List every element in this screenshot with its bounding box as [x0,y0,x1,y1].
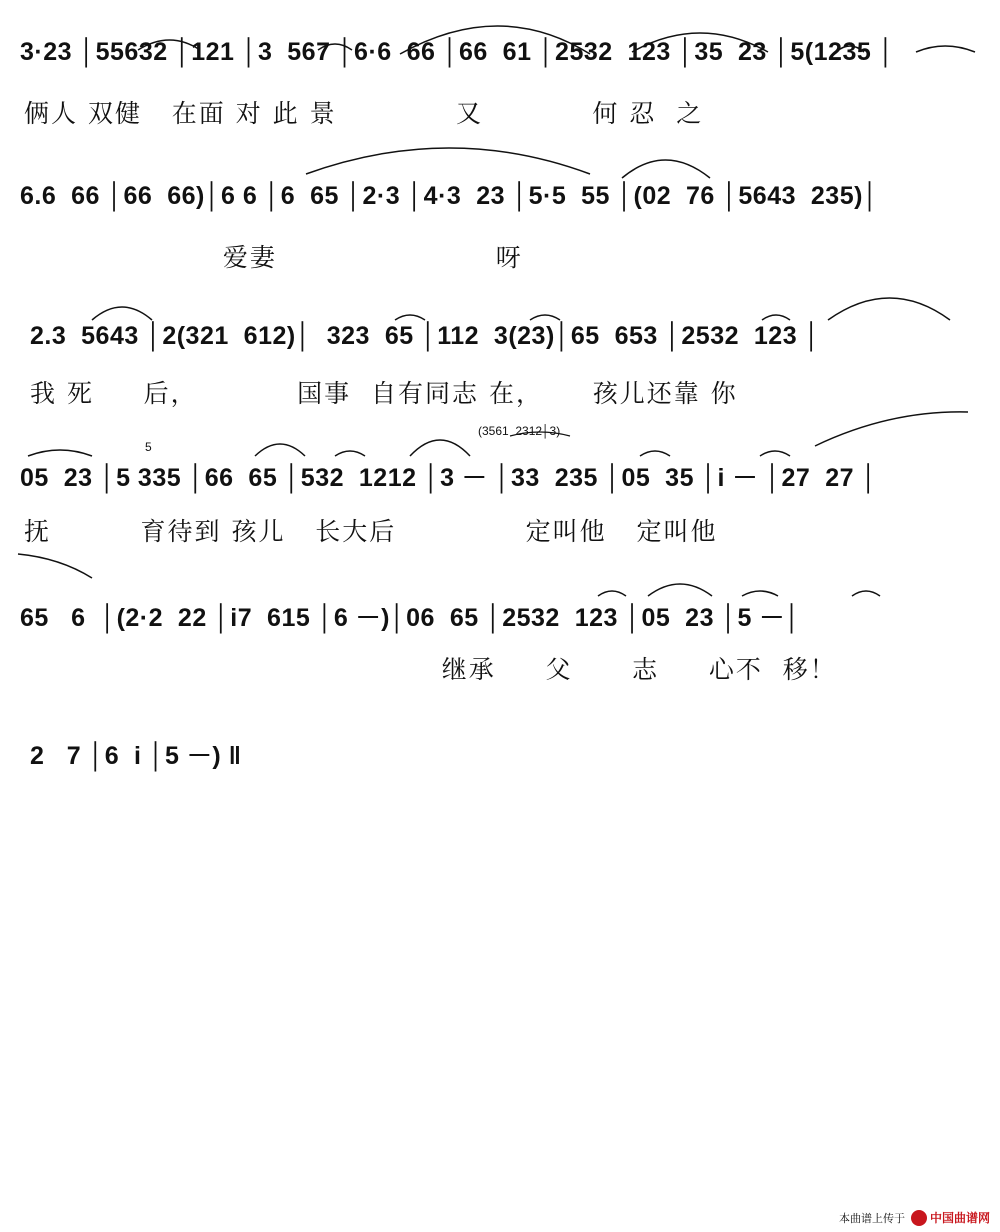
notation-line-3: 2.3 5643 │2(321 612)│ 323 65 │112 3(23)│65 653 │2532 123 │ [30,322,821,350]
ornament-note: (3561 2312│3) [478,424,561,438]
notation-line-4: 05 23 │5 335 │66 65 │532 1212 │3 － │33 235 │05 35 │i － │27 27 │ [20,464,878,492]
grace-note: 5 [145,440,152,454]
slur-marks-3 [0,322,1000,362]
lyrics-line-5: 继承 父 志 心不 移！ [24,655,837,684]
notation-line-1: 3·23 │55632 │121 │3 567 │6·6 66 │66 61 │2532 123 │35 23 │5(1235 │ [20,38,895,66]
notation-line-5: 65 6 │(2·2 22 │i7 615 │6 －)│06 65 │2532 123 │05 23 │5 －│ [20,604,802,632]
lyrics-line-1: 俩人 双健 在面 对 此 景 又 何 忍 之 [24,99,704,128]
footer-credit [839,1209,990,1226]
site-name: 中国曲谱网 [929,1211,990,1225]
lyrics-line-3: 我 死 后， 国事 自有同志 在， 孩儿还靠 你 [30,379,738,408]
upload-text: 本曲谱上传于 [838,1211,905,1225]
slur-marks-4 [0,458,1000,498]
lyrics-line-4: 抚 育待到 孩儿 长大后 定叫他 定叫他 [24,517,718,546]
notation-line-2: 6.6 66 │66 66)│6 6 │6 65 │2·3 │4·3 23 │5·5 55 │(02 76 │5643 235)│ [20,182,880,210]
lyrics-line-2: 爱妻 呀 [24,243,523,272]
slur-marks-1 [0,38,1000,78]
site-logo[interactable] [911,1209,990,1226]
slur-marks-2 [0,182,1000,222]
notation-line-6: 2 7 │6 i │5 －) ‖ [30,742,242,770]
slur-marks-5 [0,598,1000,638]
site-logo-icon [911,1210,927,1226]
